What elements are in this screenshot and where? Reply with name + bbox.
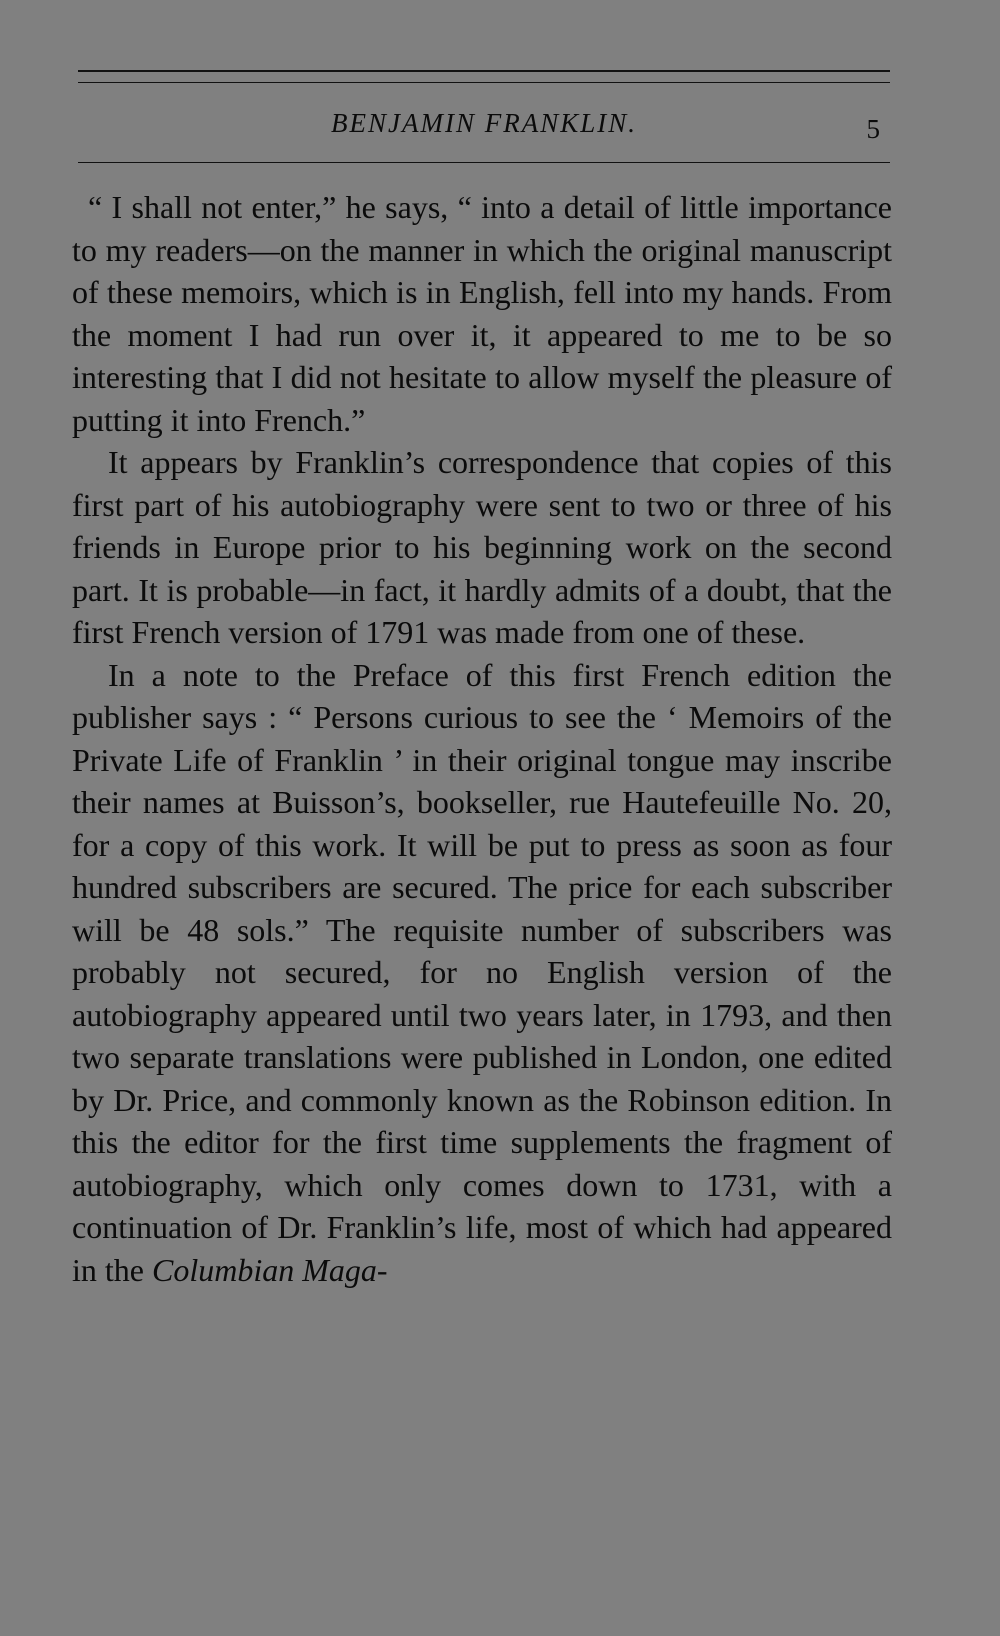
- paragraph-preface-text: In a note to the Preface of this first French edition the publisher says : “ Persons curious to see the ‘ Memoirs of the Private Life of Franklin ’ in their original tongue may inscribe their names at Buisson’s, bookseller, rue Hautefeuille No. 20, for a copy of this work. It will be put to press as soon as four hundred subscribers are secured. The price for each subscriber will be 48 sols.” The requisite number of subscribers was probably not secured, for no English version of the autobiography appeared until two years later, in 1793, and then two separate translations were published in London, one edited by Dr. Price, and commonly known as the Robinson edition. In this the editor for the first time supplements the fragment of autobiography, which only comes down to 1731, with a continuation of Dr. Franklin’s life, most of which had appeared in the: [72, 656, 892, 1288]
- header-rule: [78, 162, 890, 163]
- page-body: [72, 186, 892, 1291]
- top-rule-thick: [78, 70, 890, 72]
- paragraph-correspondence: It appears by Franklin’s correspondence that copies of this first part of his autobiography were sent to two or three of his friends in Europe prior to his beginning work on the second part. It is probable—in fact, it hardly admits of a doubt, that the first French version of 1791 was made from one of these.: [72, 444, 892, 650]
- paragraph-quote: “ I shall not enter,” he says, “ into a detail of little importance to my readers—on the manner in which the original manuscript of these memoirs, which is in English, fell into my hands. From the moment I had run over it, it appeared to me to be so interesting that I did not hesitate to allow myself the pleasure of putting it into French.”: [72, 189, 892, 438]
- top-rule-thin: [78, 82, 890, 83]
- paragraph-preface-note: [72, 654, 892, 1292]
- italic-magazine-title: Columbian Maga-: [151, 1251, 388, 1288]
- page-number: 5: [866, 114, 880, 144]
- running-title: BENJAMIN FRANKLIN.: [331, 108, 637, 138]
- running-head: [78, 108, 890, 148]
